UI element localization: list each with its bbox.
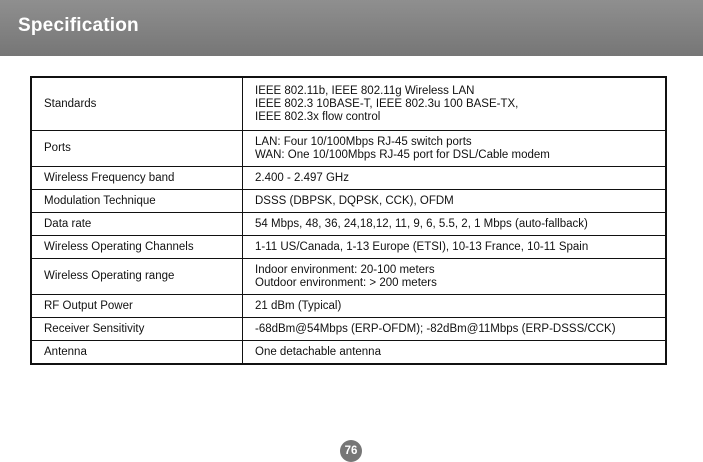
spec-value [243,190,667,213]
spec-row-rf-output [31,295,666,318]
spec-label: Ports [31,131,243,167]
spec-label: Standards [31,77,243,131]
spec-value-line: 2.400 - 2.497 GHz [255,171,349,184]
spec-label: Wireless Frequency band [31,167,243,190]
spec-label: Wireless Operating range [31,259,243,295]
spec-value [243,77,667,131]
spec-row-operating-range [31,259,666,295]
spec-value [243,236,667,259]
spec-value [243,318,667,341]
spec-label: Modulation Technique [31,190,243,213]
spec-value-line: One detachable antenna [255,345,381,358]
spec-row-ports [31,131,666,167]
spec-row-frequency-band [31,167,666,190]
spec-table [30,76,667,365]
spec-row-modulation [31,190,666,213]
spec-value [243,213,667,236]
spec-value-line: -68dBm@54Mbps (ERP-OFDM); -82dBm@11Mbps (ERP-DSSS/CCK) [255,322,616,335]
spec-value [243,167,667,190]
spec-value [243,259,667,295]
spec-row-standards [31,77,666,131]
spec-value [243,131,667,167]
spec-value-line: IEEE 802.3x flow control [255,110,381,123]
spec-value-line: 21 dBm (Typical) [255,299,342,312]
spec-value-line: IEEE 802.11b, IEEE 802.11g Wireless LAN [255,84,475,97]
spec-row-antenna [31,341,666,365]
spec-value [243,295,667,318]
spec-value-line: WAN: One 10/100Mbps RJ-45 port for DSL/Cable modem [255,148,550,161]
spec-value-line: 1-11 US/Canada, 1-13 Europe (ETSI), 10-13 France, 10-11 Spain [255,240,589,253]
spec-row-data-rate [31,213,666,236]
spec-value-line: DSSS (DBPSK, DQPSK, CCK), OFDM [255,194,454,207]
page-number-badge: 76 [340,440,362,462]
spec-label: Receiver Sensitivity [31,318,243,341]
spec-row-receiver-sensitivity [31,318,666,341]
spec-value [243,341,667,365]
spec-row-channels [31,236,666,259]
spec-label: Data rate [31,213,243,236]
spec-value-line: Outdoor environment: > 200 meters [255,276,437,289]
page-title: Specification [18,15,139,36]
spec-value-line: LAN: Four 10/100Mbps RJ-45 switch ports [255,135,472,148]
spec-label: Wireless Operating Channels [31,236,243,259]
spec-label: Antenna [31,341,243,365]
spec-value-line: 54 Mbps, 48, 36, 24,18,12, 11, 9, 6, 5.5, 2, 1 Mbps (auto-fallback) [255,217,588,230]
spec-value-line: IEEE 802.3 10BASE-T, IEEE 802.3u 100 BASE-TX, [255,97,519,110]
spec-value-line: Indoor environment: 20-100 meters [255,263,435,276]
spec-label: RF Output Power [31,295,243,318]
header-bar [0,0,703,56]
